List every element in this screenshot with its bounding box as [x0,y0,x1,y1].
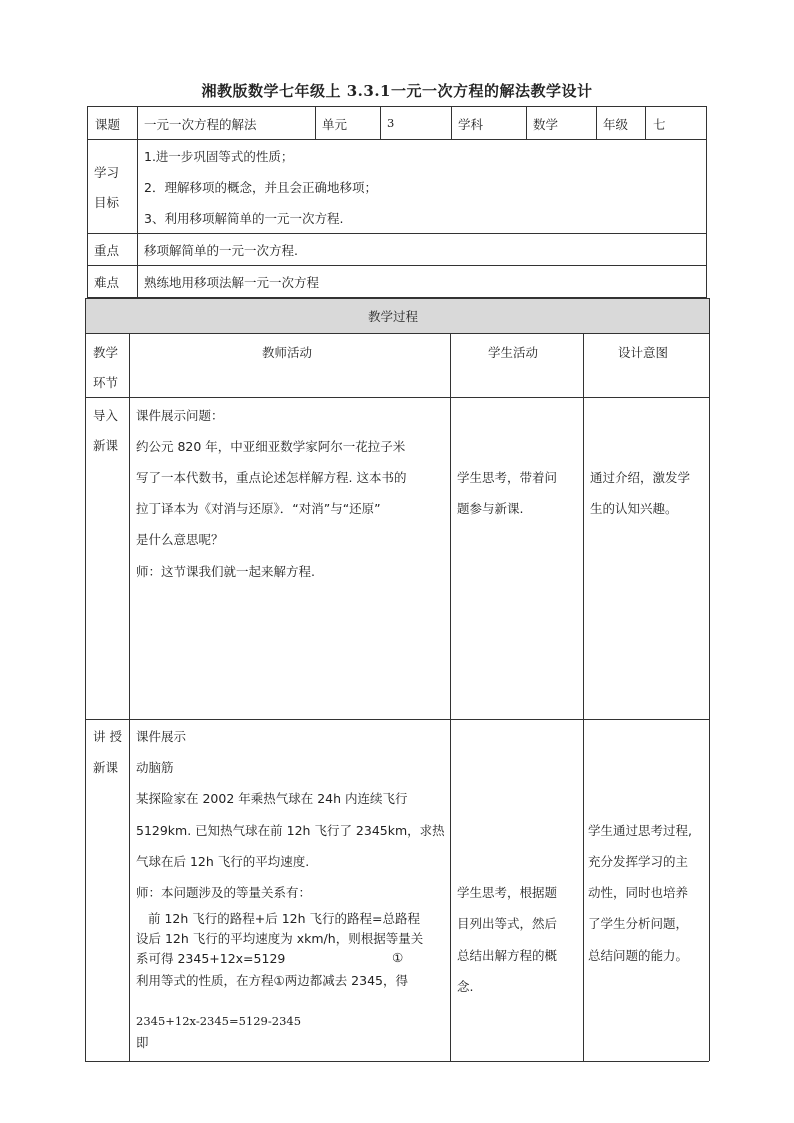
intro-teacher-line: 是什么意思呢？ [136,532,224,547]
col-stage-label-2: 环节 [93,375,119,390]
lecture-teacher-line: 课件展示 [136,729,187,744]
table-border [85,333,709,334]
table-border [137,106,138,297]
col-student-label: 学生活动 [488,345,539,360]
process-header: 教学过程 [368,309,419,324]
lecture-teacher-line: 2345+12x-2345=5129-2345 [136,1014,302,1028]
table-border [87,106,707,107]
intro-intent-line: 生的认知兴趣。 [590,501,678,516]
table-border [85,298,86,1061]
difficulty-value: 熟练地用移项法解一元一次方程 [144,275,320,290]
lecture-intent-line: 充分发挥学习的主 [588,854,689,869]
intro-teacher-line: 写了一本代数书，重点论述怎样解方程. 这本书的 [136,470,407,485]
key-point-label: 重点 [94,243,120,258]
objectives-label-1: 学习 [94,165,120,180]
lecture-teacher-line: 系可得 2345+12x=5129 [136,951,286,966]
lecture-teacher-line: 某探险家在 2002 年乘热气球在 24h 内连续飞行 [136,791,408,806]
lecture-stage-2: 新课 [93,760,119,775]
lecture-student-line: 学生思考，根据题 [457,885,558,900]
objective-item: 2．理解移项的概念，并且会正确地移项； [144,180,377,195]
table-border [85,1061,709,1062]
topic-value: 一元一次方程的解法 [144,117,257,132]
table-border [87,106,88,297]
table-border [87,233,707,234]
lecture-teacher-line: 利用等式的性质，在方程①两边都减去 2345，得 [136,973,408,988]
subject-value: 数学 [533,117,559,132]
objectives-label-2: 目标 [94,195,120,210]
table-border [315,106,316,139]
table-border [706,106,707,297]
table-border [583,333,584,1061]
table-border [526,106,527,139]
objective-item: 1.进一步巩固等式的性质； [144,149,294,164]
table-border [85,397,709,398]
table-border [87,265,707,266]
grade-label: 年级 [603,117,629,132]
table-border [645,106,646,139]
topic-label: 课题 [95,117,121,132]
lecture-stage-1: 讲 授 [93,729,122,744]
unit-label: 单元 [322,117,348,132]
table-border [380,106,381,139]
intro-stage-1: 导入 [93,408,119,423]
document-title: 湘教版数学七年级上 3.3.1一元一次方程的解法教学设计 [201,82,593,100]
lecture-teacher-line: 师：本问题涉及的等量关系有： [136,885,312,900]
table-border [709,298,710,1061]
key-point-value: 移项解简单的一元一次方程. [144,243,298,258]
table-border [596,106,597,139]
table-border [87,139,707,140]
col-stage-label-1: 教学 [93,345,119,360]
intro-teacher-line: 课件展示问题： [136,408,224,423]
col-intent-label: 设计意图 [618,345,669,360]
intro-teacher-line: 约公元 820 年，中亚细亚数学家阿尔一花拉子米 [136,439,406,454]
col-teacher-label: 教师活动 [262,345,313,360]
table-border [85,298,709,299]
table-border [450,333,451,1061]
table-border [85,719,709,720]
table-border [451,106,452,139]
circled-one-marker: ① [392,950,404,965]
lecture-teacher-line: 5129km. 已知热气球在前 12h 飞行了 2345km，求热 [136,823,445,838]
lecture-student-line: 念. [457,979,474,994]
intro-stage-2: 新课 [93,438,119,453]
intro-teacher-line: 师：这节课我们就一起来解方程. [136,564,315,579]
subject-label: 学科 [458,117,484,132]
lecture-intent-line: 总结问题的能力。 [588,948,689,963]
objective-item: 3、利用移项解简单的一元一次方程. [144,211,344,226]
lecture-student-line: 目列出等式，然后 [457,916,558,931]
lecture-intent-line: 学生通过思考过程, [588,823,692,838]
lecture-intent-line: 动性，同时也培养 [588,885,689,900]
intro-intent-line: 通过介绍，激发学 [590,470,691,485]
intro-student-line: 题参与新课. [457,501,524,516]
lecture-student-line: 总结出解方程的概 [457,948,558,963]
unit-value: 3 [387,116,395,130]
intro-student-line: 学生思考，带着问 [457,470,558,485]
lecture-teacher-line: 即 [136,1035,149,1050]
difficulty-label: 难点 [94,275,120,290]
intro-teacher-line: 拉丁译本为《对消与还原》．“对消”与“还原” [136,501,381,516]
lecture-teacher-line: 气球在后 12h 飞行的平均速度. [136,854,310,869]
lecture-teacher-line: 动脑筋 [136,760,174,775]
lecture-teacher-line: 设后 12h 飞行的平均速度为 xkm/h，则根据等量关 [136,931,424,946]
grade-value: 七 [653,117,666,132]
lecture-teacher-line: 前 12h 飞行的路程+后 12h 飞行的路程=总路程 [148,911,420,926]
table-border [129,333,130,1061]
lecture-intent-line: 了学生分析问题， [588,916,689,931]
